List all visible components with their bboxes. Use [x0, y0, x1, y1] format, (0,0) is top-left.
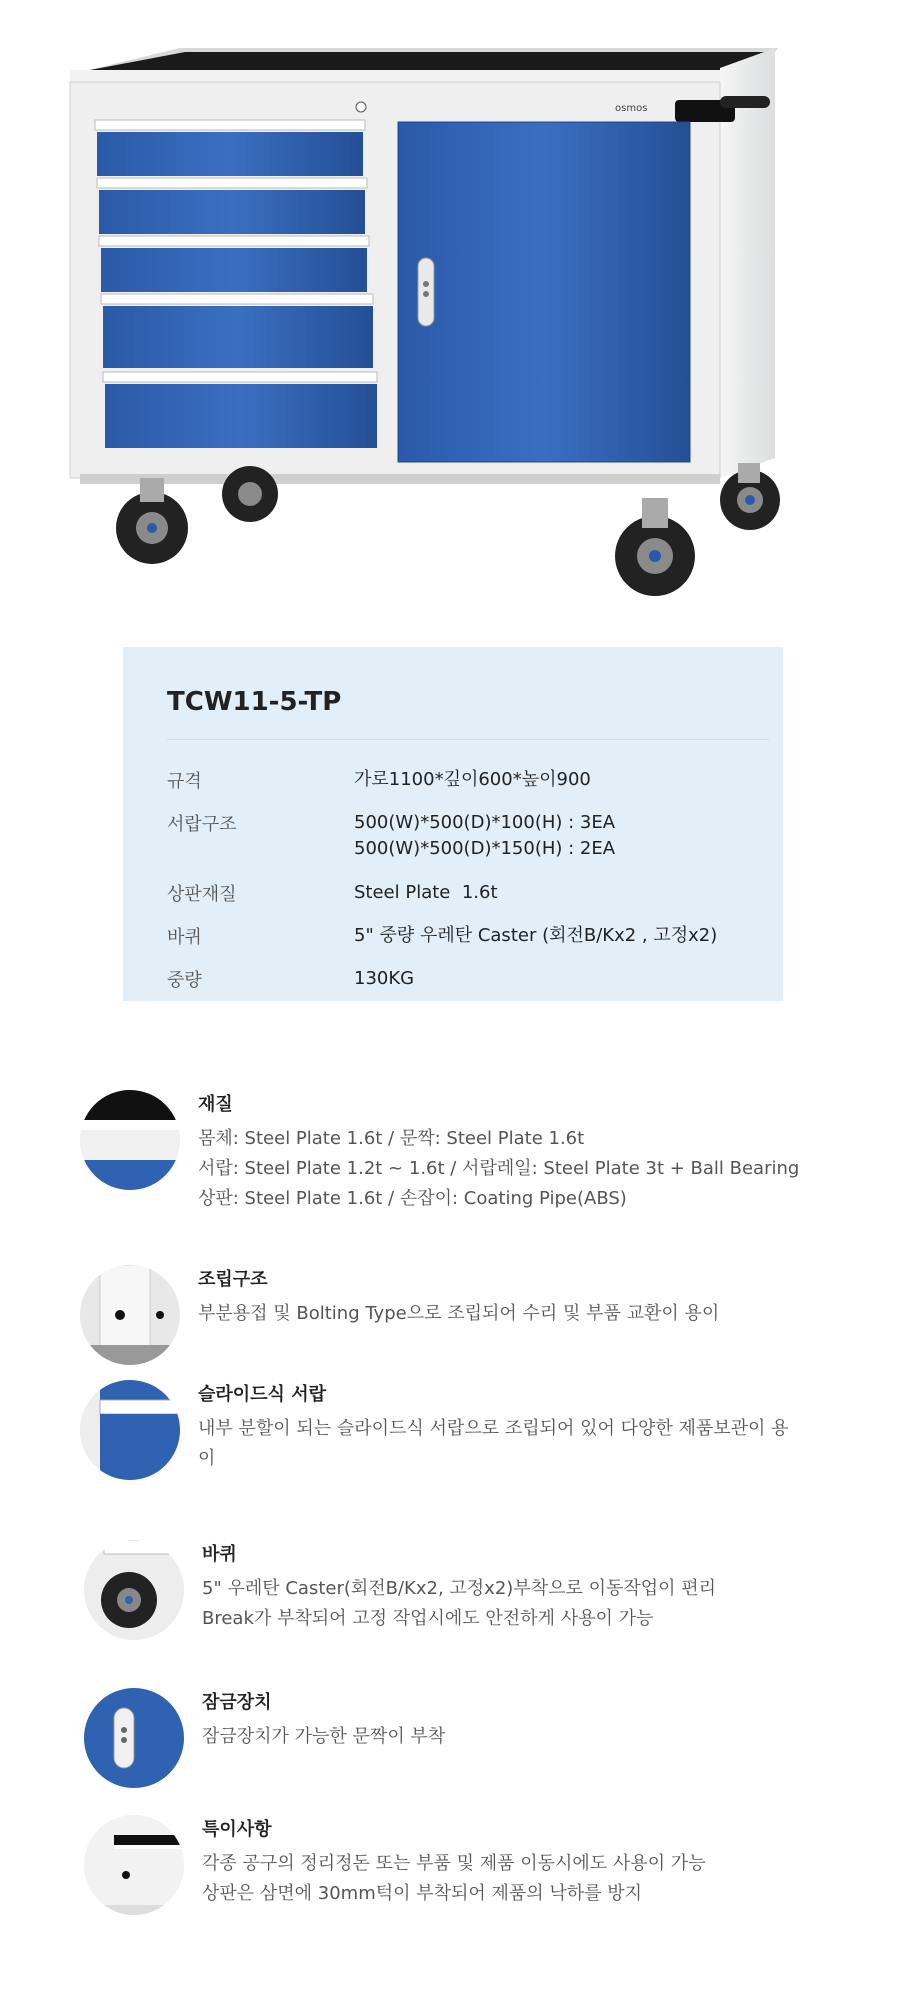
feature-line: 이	[198, 1448, 216, 1469]
spec-label: 규격	[167, 771, 202, 792]
feature-line: 상판: Steel Plate 1.6t / 손잡이: Coating Pipe(ABS)	[198, 1188, 627, 1209]
feature-title: 슬라이드식 서랍	[198, 1384, 326, 1405]
material-thumb	[80, 1090, 180, 1190]
feature-line: 각종 공구의 정리정돈 또는 부품 및 제품 이동시에도 사용이 가능	[202, 1853, 706, 1874]
spec-value	[354, 810, 784, 862]
spec-label: 서랍구조	[167, 814, 237, 835]
feature-desc	[202, 1574, 822, 1634]
divider	[167, 739, 769, 740]
feature-line: Break가 부착되어 고정 작업시에도 안전하게 사용이 가능	[202, 1608, 654, 1629]
feature-desc	[202, 1722, 822, 1752]
feature-title: 조립구조	[198, 1269, 268, 1290]
feature-title: 바퀴	[202, 1544, 237, 1565]
product-image	[60, 38, 820, 628]
feature-line: 잠금장치가 가능한 문짝이 부착	[202, 1726, 446, 1747]
special-thumb	[84, 1815, 184, 1915]
wheel-thumb	[84, 1540, 184, 1640]
model-name: TCW11-5-TP	[167, 687, 342, 717]
feature-line: 상판은 삼면에 30mm턱이 부착되어 제품의 낙하를 방지	[202, 1883, 643, 1904]
feature-line: 5" 우레탄 Caster(회전B/Kx2, 고정x2)부착으로 이동작업이 편리	[202, 1578, 717, 1599]
feature-title: 재질	[198, 1094, 233, 1115]
spec-panel	[123, 647, 783, 1001]
drawer-stack	[95, 120, 377, 448]
feature-title: 특이사항	[202, 1819, 272, 1840]
drawer-thumb	[80, 1380, 180, 1480]
spec-value: 가로1100*깊이600*높이900	[354, 769, 591, 790]
spec-label: 바퀴	[167, 927, 202, 948]
brand-logo: osmos	[615, 103, 648, 114]
spec-value: 5" 중량 우레탄 Caster (회전B/Kx2 , 고정x2)	[354, 925, 718, 946]
spec-value-line: 500(W)*500(D)*150(H) : 2EA	[354, 838, 616, 859]
feature-title: 잠금장치	[202, 1692, 272, 1713]
feature-line: 서랍: Steel Plate 1.2t ~ 1.6t / 서랍레일: Steel Plate 3t + Ball Bearing	[198, 1158, 800, 1179]
spec-value: Steel Plate 1.6t	[354, 882, 498, 903]
spec-label: 중량	[167, 970, 202, 991]
feature-desc	[198, 1414, 818, 1474]
feature-line: 부분용접 및 Bolting Type으로 조립되어 수리 및 부품 교환이 용이	[198, 1303, 720, 1324]
feature-desc	[198, 1124, 818, 1214]
lock-thumb	[84, 1688, 184, 1788]
feature-desc	[202, 1849, 822, 1909]
assembly-thumb	[80, 1265, 180, 1365]
feature-line: 내부 분할이 되는 슬라이드식 서랍으로 조립되어 있어 다양한 제품보관이 용	[198, 1418, 789, 1439]
feature-desc	[198, 1299, 818, 1329]
spec-value: 130KG	[354, 968, 415, 989]
spec-value-line: 500(W)*500(D)*100(H) : 3EA	[354, 812, 616, 833]
feature-line: 몸체: Steel Plate 1.6t / 문짝: Steel Plate 1.6t	[198, 1128, 585, 1149]
spec-label: 상판재질	[167, 884, 237, 905]
